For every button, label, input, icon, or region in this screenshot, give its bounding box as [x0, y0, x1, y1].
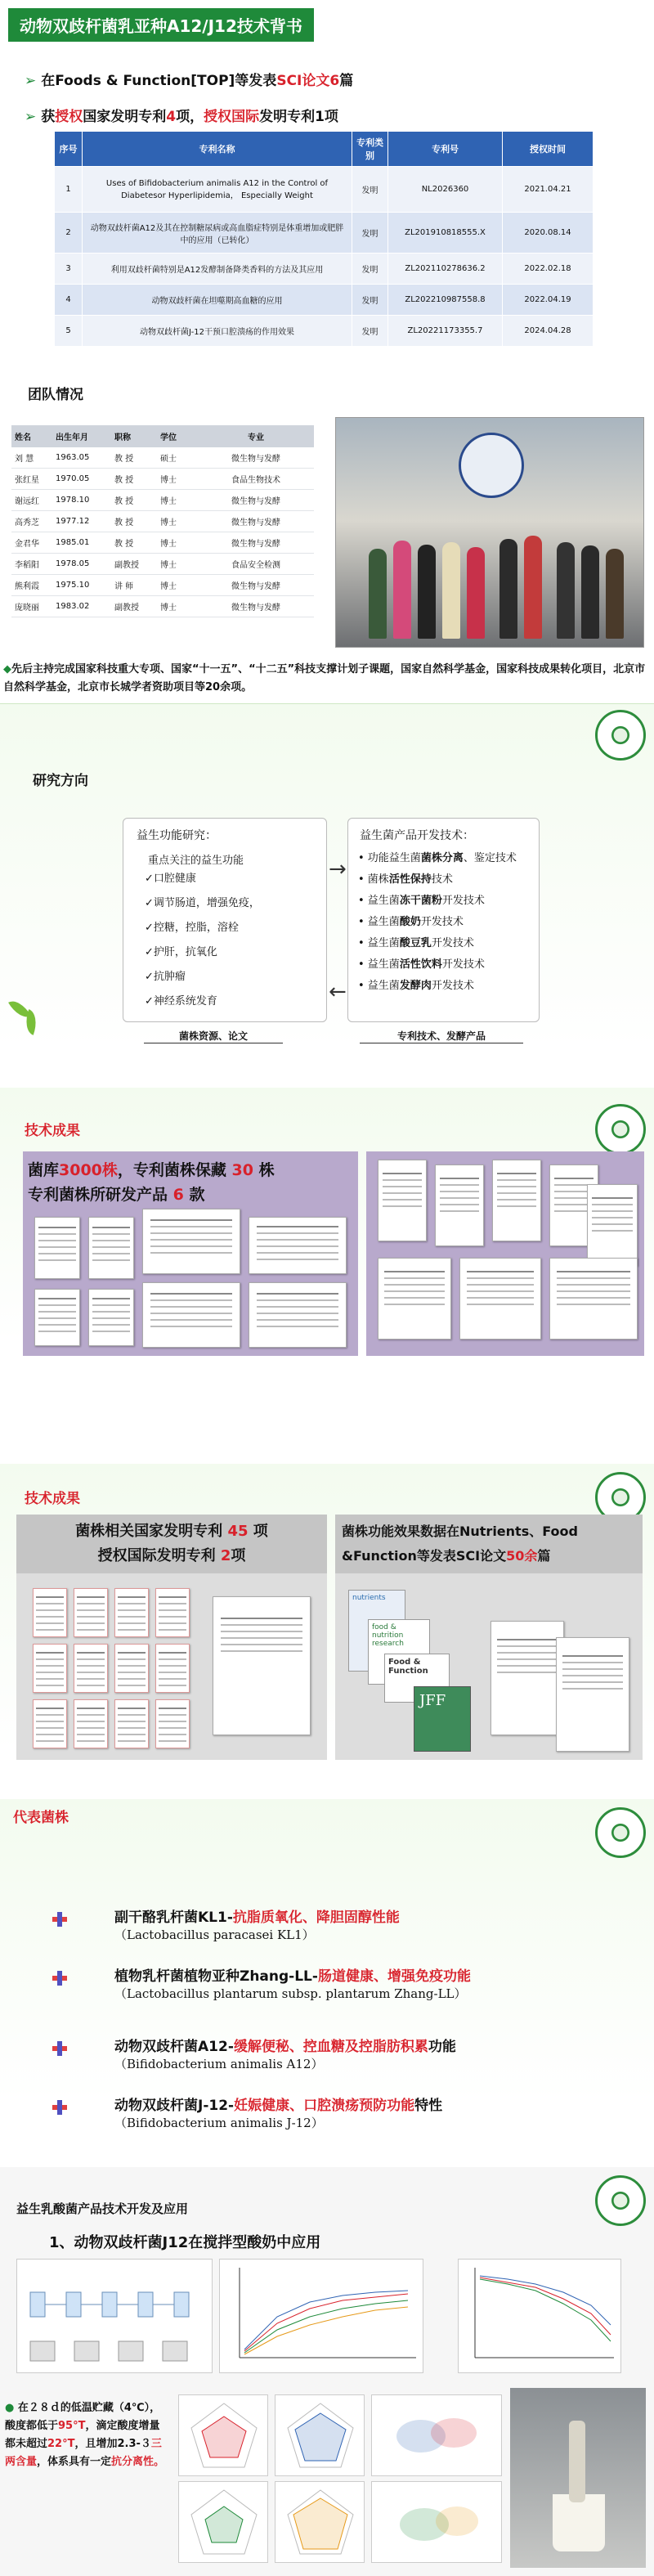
triangle-bullet-icon: ◆ — [3, 663, 11, 675]
table-row: 张红星 1970.05 教 授 博士 食品生物技术 — [11, 469, 314, 490]
patent-certificate-thumbnail — [33, 1644, 67, 1693]
viability-line-chart — [458, 2259, 621, 2373]
pin-icon — [49, 1910, 70, 1928]
certificate-thumbnail — [249, 1217, 347, 1274]
university-logo-icon — [595, 1807, 646, 1858]
patent-certificate-thumbnail — [155, 1644, 190, 1693]
certificate-thumbnail — [142, 1209, 240, 1274]
table-row: 熊利霞 1975.10 讲 师 博士 微生物与发酵 — [11, 575, 314, 596]
document-thumbnail — [492, 1160, 541, 1241]
list-item: • 益生菌酸豆乳开发技术 — [358, 937, 474, 949]
table-row: 3 利用双歧杆菌特别是A12发酵制备降类香料的方法及其应用 发明 ZL202110278636.2 2022.02.18 — [55, 254, 594, 285]
document-thumbnail — [459, 1258, 541, 1340]
patent-certificate-thumbnail — [74, 1644, 108, 1693]
function-research-card — [123, 818, 327, 1022]
document-thumbnail — [587, 1184, 638, 1266]
patent-certificate-thumbnail — [114, 1699, 149, 1748]
team-summary: ◆先后主持完成国家科技重大专项、国家“十一五”、“十二五”科技支撑计划子课题，国家自然科学基金，国家科技成果转化项目，北京市自然科学基金，北京市长城学者资助项目等20余项。 — [3, 663, 646, 693]
university-logo-icon — [595, 2175, 646, 2226]
document-thumbnail — [378, 1160, 427, 1241]
university-emblem-icon — [459, 433, 524, 498]
radar-chart — [178, 2481, 268, 2563]
list-item: ✓口腔健康 — [145, 873, 196, 885]
patent-bullet: ➢ 获授权国家发明专利4项，授权国际发明专利1项 — [25, 109, 338, 125]
table-row: 2 动物双歧杆菌A12及其在控制糖尿病或高血脂症特别是体重增加或肥胖中的应用（已转化） 发明 ZL201910818555.X 2020.08.14 — [55, 213, 594, 254]
table-row: 刘 慧 1963.05 教 授 硕士 微生物与发酵 — [11, 447, 314, 469]
scatter-plot — [371, 2481, 502, 2563]
table-row: 金君华 1985.01 教 授 博士 微生物与发酵 — [11, 532, 314, 554]
certificate-thumbnail — [249, 1282, 347, 1348]
yogurt-photo — [510, 2388, 646, 2568]
product-tech-card — [347, 818, 540, 1022]
achievements2-left-panel — [16, 1515, 327, 1760]
col-index: 序号 — [55, 132, 83, 167]
table-row: 高秀芝 1977.12 教 授 博士 微生物与发酵 — [11, 511, 314, 532]
list-item: • 益生菌酸奶开发技术 — [358, 916, 464, 928]
list-item: • 益生菌冻干菌粉开发技术 — [358, 895, 485, 907]
achievements2-title: 技术成果 — [25, 1491, 80, 1507]
document-thumbnail — [378, 1258, 451, 1340]
patent-table — [54, 131, 594, 347]
table-row: 4 动物双歧杆菌在坦噬期高血糖的应用 发明 ZL202210987558.8 2022.04.19 — [55, 285, 594, 316]
certificate-thumbnail — [34, 1217, 80, 1279]
certificate-thumbnail — [34, 1289, 80, 1346]
page-title: 动物双歧杆菌乳亚种A12/J12技术背书 — [8, 8, 314, 42]
function-research-subheading: 重点关注的益生功能 — [148, 855, 244, 867]
triangle-bullet-icon: ➢ — [25, 73, 37, 89]
team-title: 团队情况 — [28, 387, 83, 403]
list-item: ✓抗肿瘤 — [145, 971, 186, 983]
radar-chart — [275, 2394, 365, 2476]
university-logo-icon — [595, 710, 646, 761]
table-row: 5 动物双歧杆菌J-12干预口腔溃疡的作用效果 发明 ZL20221173355.7 2024.04.28 — [55, 316, 594, 347]
international-patent-line: 授权国际发明专利 2项 — [97, 1547, 246, 1564]
research-background — [0, 703, 654, 1047]
achievements1-left-panel — [23, 1151, 358, 1356]
patent-certificate-thumbnail — [33, 1699, 67, 1748]
col-number: 专利号 — [388, 132, 503, 167]
list-item: ✓调节肠道，增强免疫， — [145, 897, 260, 909]
patent-certificate-thumbnail — [33, 1588, 67, 1637]
journal-cover-fnr: food & nutrition research — [368, 1619, 430, 1685]
list-item: • 益生菌发酵肉开发技术 — [358, 980, 474, 992]
international-patent-thumbnail — [213, 1596, 311, 1735]
application-title: 益生乳酸菌产品技术开发及应用 — [16, 2201, 189, 2216]
function-research-footer: 菌株资源、论文 — [144, 1029, 283, 1043]
product-tech-heading: 益生菌产品开发技术： — [360, 829, 474, 842]
table-row: 1 Uses of Bifidobacterium animalis A12 in the Control of Diabetesor Hyperlipidemia， Especially Weight 发明 NL2026360 2021.04.21 — [55, 167, 594, 213]
triangle-bullet-icon: ➢ — [25, 109, 37, 125]
list-item: ✓控糖，控脂，溶栓 — [145, 922, 239, 934]
pin-icon — [49, 2040, 70, 2058]
research-title: 研究方向 — [33, 773, 88, 789]
list-item: • 菌株活性保持技术 — [358, 873, 453, 886]
patent-table-header — [55, 132, 594, 167]
application-subtitle: 1、动物双歧杆菌J12在搅拌型酸奶中应用 — [49, 2234, 321, 2251]
product-count-line: 专利菌株所研发产品 6 款 — [28, 1186, 205, 1204]
list-item: ✓护肝，抗氧化 — [145, 946, 217, 958]
paper-thumbnail — [490, 1621, 564, 1735]
strains-title: 代表菌株 — [13, 1810, 69, 1826]
col-name: 专利名称 — [83, 132, 352, 167]
radar-chart — [275, 2481, 365, 2563]
certificate-thumbnail — [88, 1217, 134, 1279]
table-row: 谢远红 1978.10 教 授 博士 微生物与发酵 — [11, 490, 314, 511]
product-tech-footer: 专利技术、发酵产品 — [360, 1029, 523, 1043]
strain-library-line: 菌库3000株，专利菌株保藏 30 株 — [28, 1161, 275, 1179]
bullet-dot-icon: ● — [5, 2402, 15, 2414]
table-row: 李稻阳 1978.05 副教授 博士 食品安全检测 — [11, 554, 314, 575]
acidity-line-chart — [219, 2259, 423, 2373]
patent-certificate-thumbnail — [155, 1588, 190, 1637]
sci-paper-bullet: ➢ 在Foods & Function[TOP]等发表SCI论文6篇 — [25, 73, 354, 89]
list-item: ✓神经系统发育 — [145, 995, 217, 1008]
patent-certificate-thumbnail — [74, 1588, 108, 1637]
col-date: 授权时间 — [503, 132, 594, 167]
certificate-thumbnail — [88, 1289, 134, 1346]
arrow-left-icon: ← — [329, 980, 347, 1004]
function-research-heading: 益生功能研究： — [137, 829, 217, 842]
team-table — [11, 425, 314, 617]
col-type: 专利类别 — [352, 132, 388, 167]
achievements1-title: 技术成果 — [25, 1123, 80, 1139]
patent-certificate-thumbnail — [114, 1644, 149, 1693]
journal-cover-nutrients: nutrients — [348, 1590, 405, 1672]
table-row: 庞晓丽 1983.02 副教授 博士 微生物与发酵 — [11, 596, 314, 617]
patent-certificate-thumbnail — [114, 1588, 149, 1637]
document-thumbnail — [435, 1165, 484, 1246]
list-item: • 功能益生菌菌株分离、鉴定技术 — [358, 852, 517, 864]
process-flow-diagram — [16, 2259, 213, 2373]
arrow-right-icon: → — [329, 857, 347, 882]
pin-icon — [49, 2098, 70, 2116]
team-table-header: 姓名 出生年月 职称 学位 专业 — [11, 425, 314, 447]
national-patent-line: 菌株相关国家发明专利 45 项 — [75, 1523, 268, 1540]
patent-certificate-thumbnail — [155, 1699, 190, 1748]
radar-chart — [178, 2394, 268, 2476]
list-item: • 益生菌活性饮料开发技术 — [358, 958, 485, 971]
certificate-thumbnail — [142, 1282, 240, 1348]
patent-certificate-thumbnail — [74, 1699, 108, 1748]
journal-cover-food-function: Food & Function — [384, 1654, 450, 1703]
sci-journal-line-1: 菌株功能效果数据在Nutrients、Food — [342, 1524, 578, 1539]
storage-note: ● 在２８ｄ的低温贮藏（4℃），酸度都低于95°T，滴定酸度增量都未超过22°T，且增加2.3-３三两含量，体系具有一定抗分离性。 — [5, 2402, 165, 2468]
sci-journal-line-2: &Function等发表SCI论文50余篇 — [342, 1548, 551, 1564]
university-logo-icon — [595, 1104, 646, 1155]
document-thumbnail — [549, 1258, 638, 1340]
achievements2-right-panel — [335, 1515, 643, 1760]
scatter-plot — [371, 2394, 502, 2476]
pin-icon — [49, 1969, 70, 1987]
team-photo — [335, 417, 644, 648]
journal-cover-jff: JFF — [414, 1686, 471, 1752]
achievements1-right-panel — [366, 1151, 644, 1356]
paper-thumbnail — [556, 1637, 629, 1752]
